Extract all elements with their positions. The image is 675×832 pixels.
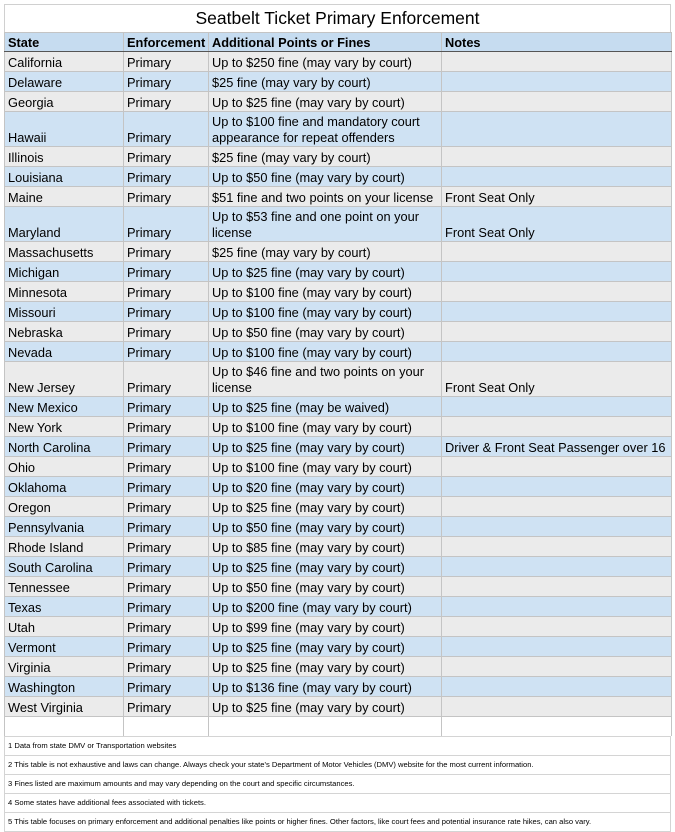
state-cell[interactable]: Utah [5, 617, 124, 637]
notes-cell[interactable] [442, 697, 672, 717]
table-row [5, 457, 672, 477]
enforcement-cell[interactable]: Primary [124, 262, 209, 282]
state-cell[interactable]: Oklahoma [5, 477, 124, 497]
footnote: 2 This table is not exhaustive and laws can change. Always check your state's Department of Motor Vehicles (DMV) website for the most current information. [4, 756, 671, 775]
enforcement-cell[interactable]: Primary [124, 597, 209, 617]
enforcement-cell[interactable]: Primary [124, 342, 209, 362]
header-points-fines[interactable]: Additional Points or Fines [209, 33, 442, 52]
state-cell[interactable]: Georgia [5, 92, 124, 112]
enforcement-cell[interactable]: Primary [124, 697, 209, 717]
notes-cell[interactable] [442, 637, 672, 657]
points-fines-cell[interactable]: Up to $99 fine (may vary by court) [209, 617, 442, 637]
points-fines-cell[interactable]: Up to $50 fine (may vary by court) [209, 577, 442, 597]
notes-cell[interactable] [442, 397, 672, 417]
enforcement-cell[interactable]: Primary [124, 167, 209, 187]
state-cell[interactable]: Maine [5, 187, 124, 207]
state-cell[interactable]: New Mexico [5, 397, 124, 417]
enforcement-cell[interactable]: Primary [124, 517, 209, 537]
points-fines-cell[interactable]: Up to $50 fine (may vary by court) [209, 517, 442, 537]
points-fines-cell[interactable]: Up to $25 fine (may vary by court) [209, 92, 442, 112]
empty-cell[interactable] [209, 717, 442, 737]
enforcement-cell[interactable]: Primary [124, 497, 209, 517]
table-row [5, 302, 672, 322]
empty-cell[interactable] [442, 717, 672, 737]
points-fines-cell[interactable]: Up to $25 fine (may vary by court) [209, 697, 442, 717]
header-state[interactable]: State [5, 33, 124, 52]
points-fines-cell[interactable]: Up to $250 fine (may vary by court) [209, 52, 442, 72]
footnote: 4 Some states have additional fees associated with tickets. [4, 794, 671, 813]
points-fines-cell[interactable]: Up to $100 fine (may vary by court) [209, 302, 442, 322]
notes-cell[interactable] [442, 282, 672, 302]
enforcement-table [4, 32, 672, 736]
points-fines-cell[interactable]: Up to $100 fine (may vary by court) [209, 417, 442, 437]
notes-cell[interactable] [442, 617, 672, 637]
notes-cell[interactable] [442, 497, 672, 517]
state-cell[interactable]: Louisiana [5, 167, 124, 187]
points-fines-cell[interactable]: Up to $25 fine (may vary by court) [209, 637, 442, 657]
table-row [5, 72, 672, 92]
points-fines-cell[interactable]: Up to $50 fine (may vary by court) [209, 167, 442, 187]
table-row [5, 637, 672, 657]
notes-cell[interactable] [442, 147, 672, 167]
points-fines-cell[interactable]: Up to $25 fine (may vary by court) [209, 657, 442, 677]
table-row [5, 417, 672, 437]
state-cell[interactable]: Missouri [5, 302, 124, 322]
points-fines-cell[interactable]: Up to $25 fine (may vary by court) [209, 557, 442, 577]
table-row [5, 557, 672, 577]
enforcement-cell[interactable]: Primary [124, 302, 209, 322]
notes-cell[interactable] [442, 477, 672, 497]
notes-cell[interactable] [442, 342, 672, 362]
enforcement-cell[interactable]: Primary [124, 677, 209, 697]
enforcement-cell[interactable]: Primary [124, 657, 209, 677]
notes-cell[interactable] [442, 262, 672, 282]
empty-cell[interactable] [5, 717, 124, 737]
points-fines-cell[interactable]: Up to $200 fine (may vary by court) [209, 597, 442, 617]
table-row [5, 112, 672, 147]
notes-cell[interactable] [442, 657, 672, 677]
notes-cell[interactable] [442, 577, 672, 597]
state-cell[interactable]: West Virginia [5, 697, 124, 717]
table-row [5, 342, 672, 362]
enforcement-cell[interactable]: Primary [124, 187, 209, 207]
table-row [5, 262, 672, 282]
sheet-title: Seatbelt Ticket Primary Enforcement [4, 4, 671, 32]
state-cell[interactable]: Maryland [5, 207, 124, 242]
table-body [5, 52, 672, 737]
points-fines-cell[interactable]: Up to $85 fine (may vary by court) [209, 537, 442, 557]
notes-cell[interactable] [442, 167, 672, 187]
points-fines-cell[interactable]: Up to $50 fine (may vary by court) [209, 322, 442, 342]
table-row [5, 92, 672, 112]
points-fines-cell[interactable]: Up to $100 fine (may vary by court) [209, 457, 442, 477]
table-row [5, 52, 672, 72]
state-cell[interactable]: North Carolina [5, 437, 124, 457]
notes-cell[interactable] [442, 537, 672, 557]
points-fines-cell[interactable]: Up to $100 fine (may vary by court) [209, 282, 442, 302]
table-row [5, 207, 672, 242]
enforcement-cell[interactable]: Primary [124, 322, 209, 342]
spreadsheet [4, 4, 671, 832]
enforcement-cell[interactable]: Primary [124, 477, 209, 497]
points-fines-cell[interactable]: Up to $20 fine (may vary by court) [209, 477, 442, 497]
state-cell[interactable]: California [5, 52, 124, 72]
table-row [5, 517, 672, 537]
state-cell[interactable]: Illinois [5, 147, 124, 167]
table-row [5, 497, 672, 517]
header-row [5, 33, 672, 52]
state-cell[interactable]: Rhode Island [5, 537, 124, 557]
table-row [5, 577, 672, 597]
enforcement-cell[interactable]: Primary [124, 457, 209, 477]
table-row [5, 437, 672, 457]
enforcement-cell[interactable]: Primary [124, 72, 209, 92]
state-cell[interactable]: Delaware [5, 72, 124, 92]
notes-cell[interactable] [442, 302, 672, 322]
points-fines-cell[interactable]: $25 fine (may vary by court) [209, 147, 442, 167]
points-fines-cell[interactable]: Up to $25 fine (may vary by court) [209, 262, 442, 282]
notes-cell[interactable]: Front Seat Only [442, 187, 672, 207]
empty-row [5, 717, 672, 737]
header-notes[interactable]: Notes [442, 33, 672, 52]
enforcement-cell[interactable]: Primary [124, 242, 209, 262]
enforcement-cell[interactable]: Primary [124, 92, 209, 112]
state-cell[interactable]: Michigan [5, 262, 124, 282]
points-fines-cell[interactable]: Up to $25 fine (may be waived) [209, 397, 442, 417]
notes-cell[interactable] [442, 112, 672, 147]
table-row [5, 147, 672, 167]
state-cell[interactable]: New Jersey [5, 362, 124, 397]
table-row [5, 697, 672, 717]
table-row [5, 677, 672, 697]
table-row [5, 242, 672, 262]
notes-cell[interactable]: Front Seat Only [442, 207, 672, 242]
table-row [5, 362, 672, 397]
notes-cell[interactable]: Driver & Front Seat Passenger over 16 [442, 437, 672, 457]
table-row [5, 187, 672, 207]
points-fines-cell[interactable]: $51 fine and two points on your license [209, 187, 442, 207]
state-cell[interactable]: Virginia [5, 657, 124, 677]
notes-cell[interactable]: Front Seat Only [442, 362, 672, 397]
enforcement-cell[interactable]: Primary [124, 437, 209, 457]
footnote: 1 Data from state DMV or Transportation websites [4, 736, 671, 756]
table-row [5, 322, 672, 342]
enforcement-cell[interactable]: Primary [124, 397, 209, 417]
enforcement-cell[interactable]: Primary [124, 537, 209, 557]
points-fines-cell[interactable]: Up to $53 fine and one point on your license [209, 207, 442, 242]
enforcement-cell[interactable]: Primary [124, 577, 209, 597]
enforcement-cell[interactable]: Primary [124, 417, 209, 437]
state-cell[interactable]: Vermont [5, 637, 124, 657]
enforcement-cell[interactable]: Primary [124, 637, 209, 657]
table-row [5, 537, 672, 557]
enforcement-cell[interactable]: Primary [124, 557, 209, 577]
table-row [5, 397, 672, 417]
notes-cell[interactable] [442, 417, 672, 437]
enforcement-cell[interactable]: Primary [124, 207, 209, 242]
notes-cell[interactable] [442, 457, 672, 477]
points-fines-cell[interactable]: Up to $25 fine (may vary by court) [209, 437, 442, 457]
table-row [5, 167, 672, 187]
state-cell[interactable]: Hawaii [5, 112, 124, 147]
state-cell[interactable]: New York [5, 417, 124, 437]
notes-cell[interactable] [442, 322, 672, 342]
notes-cell[interactable] [442, 597, 672, 617]
notes-cell[interactable] [442, 72, 672, 92]
header-enforcement[interactable]: Enforcement [124, 33, 209, 52]
table-row [5, 282, 672, 302]
state-cell[interactable]: Nevada [5, 342, 124, 362]
footnote: 3 Fines listed are maximum amounts and may vary depending on the court and specific circumstances. [4, 775, 671, 794]
notes-cell[interactable] [442, 517, 672, 537]
enforcement-cell[interactable]: Primary [124, 362, 209, 397]
enforcement-cell[interactable]: Primary [124, 617, 209, 637]
table-row [5, 657, 672, 677]
state-cell[interactable]: Pennsylvania [5, 517, 124, 537]
state-cell[interactable]: Massachusetts [5, 242, 124, 262]
table-row [5, 597, 672, 617]
empty-cell[interactable] [124, 717, 209, 737]
notes-cell[interactable] [442, 92, 672, 112]
points-fines-cell[interactable]: Up to $136 fine (may vary by court) [209, 677, 442, 697]
points-fines-cell[interactable]: Up to $46 fine and two points on your license [209, 362, 442, 397]
state-cell[interactable]: Texas [5, 597, 124, 617]
enforcement-cell[interactable]: Primary [124, 112, 209, 147]
points-fines-cell[interactable]: $25 fine (may vary by court) [209, 242, 442, 262]
table-row [5, 617, 672, 637]
notes-cell[interactable] [442, 557, 672, 577]
state-cell[interactable]: Ohio [5, 457, 124, 477]
notes-cell[interactable] [442, 242, 672, 262]
state-cell[interactable]: South Carolina [5, 557, 124, 577]
notes-cell[interactable] [442, 677, 672, 697]
state-cell[interactable]: Nebraska [5, 322, 124, 342]
state-cell[interactable]: Tennessee [5, 577, 124, 597]
enforcement-cell[interactable]: Primary [124, 147, 209, 167]
enforcement-cell[interactable]: Primary [124, 52, 209, 72]
footnotes [4, 736, 671, 832]
footnote: 5 This table focuses on primary enforcement and additional penalties like points or higher fines. Other factors, like court fees and potential insurance rate hikes, can also vary. [4, 813, 671, 832]
table-row [5, 477, 672, 497]
points-fines-cell[interactable]: Up to $100 fine and mandatory court appearance for repeat offenders [209, 112, 442, 147]
enforcement-cell[interactable]: Primary [124, 282, 209, 302]
points-fines-cell[interactable]: $25 fine (may vary by court) [209, 72, 442, 92]
state-cell[interactable]: Oregon [5, 497, 124, 517]
points-fines-cell[interactable]: Up to $25 fine (may vary by court) [209, 497, 442, 517]
state-cell[interactable]: Minnesota [5, 282, 124, 302]
notes-cell[interactable] [442, 52, 672, 72]
state-cell[interactable]: Washington [5, 677, 124, 697]
points-fines-cell[interactable]: Up to $100 fine (may vary by court) [209, 342, 442, 362]
